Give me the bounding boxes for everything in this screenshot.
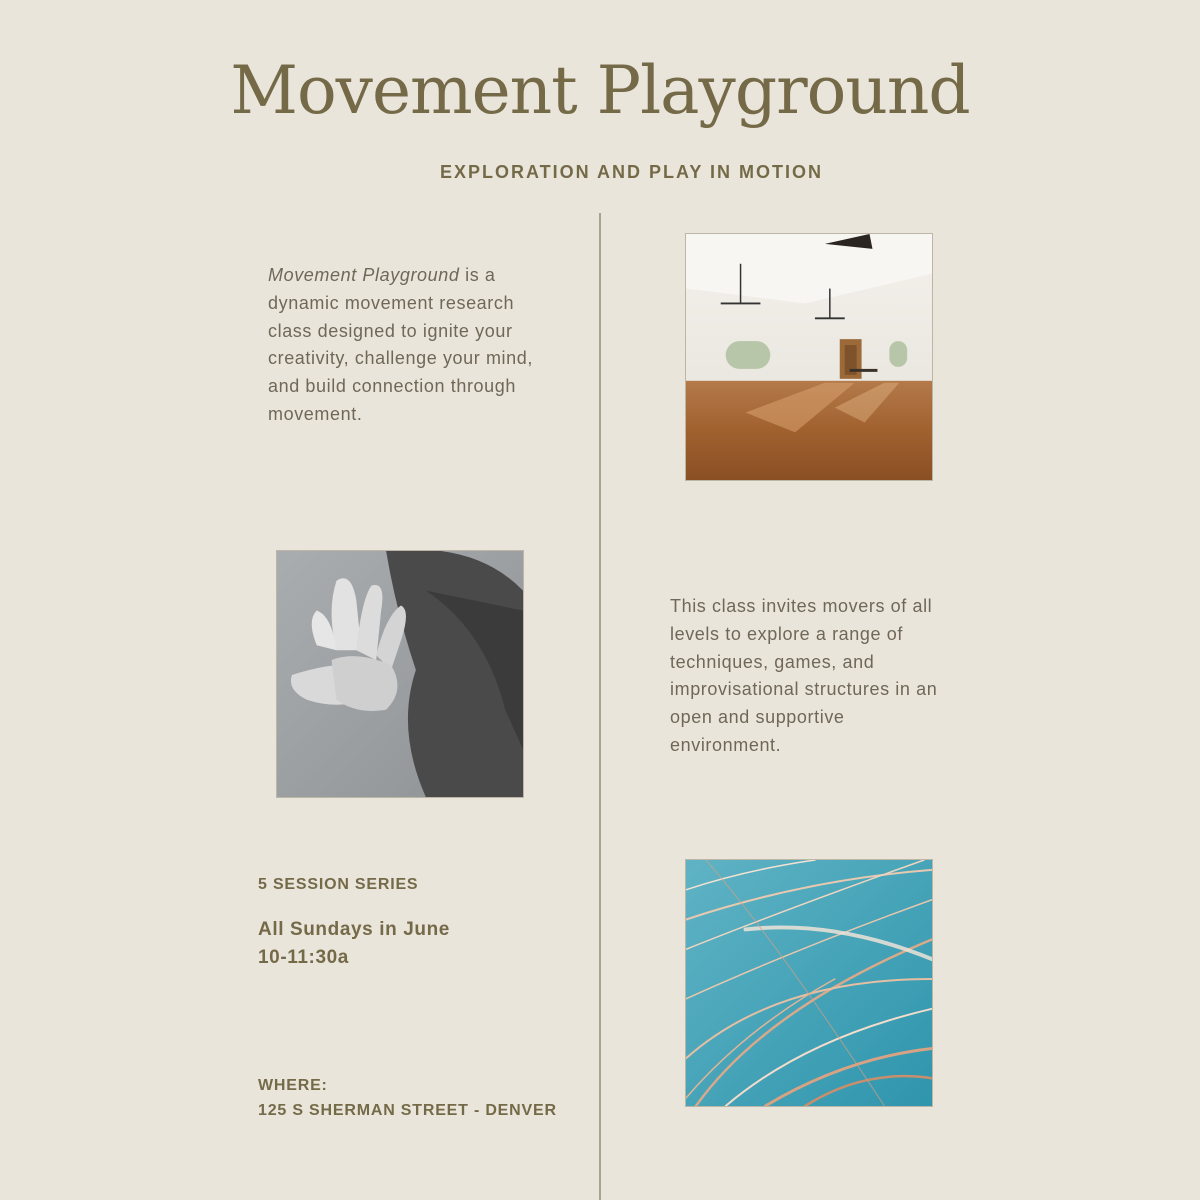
page-subtitle: EXPLORATION AND PLAY IN MOTION (440, 162, 824, 182)
intro-text: is a dynamic movement research class designed to ignite your creativity, challenge your mind, and build connection through movement. (268, 265, 533, 424)
hands-photo (276, 550, 524, 798)
schedule (258, 916, 450, 972)
address: 125 S SHERMAN STREET - DENVER (258, 1102, 557, 1119)
page-title: Movement Playground (230, 52, 970, 129)
invite-paragraph: This class invites movers of all levels to explore a range of techniques, games, and improvisational structures in an open and supportive environment. (670, 596, 938, 755)
intro-paragraph (268, 262, 563, 429)
intro-class-name: Movement Playground (268, 265, 460, 285)
schedule-time: 10-11:30a (258, 947, 349, 968)
grass-photo (685, 859, 933, 1107)
series-label: 5 SESSION SERIES (258, 876, 419, 893)
studio-room-photo (685, 233, 933, 481)
location (258, 1073, 557, 1123)
where-label: WHERE: (258, 1077, 328, 1094)
center-divider (599, 213, 601, 1200)
schedule-days: All Sundays in June (258, 919, 450, 940)
